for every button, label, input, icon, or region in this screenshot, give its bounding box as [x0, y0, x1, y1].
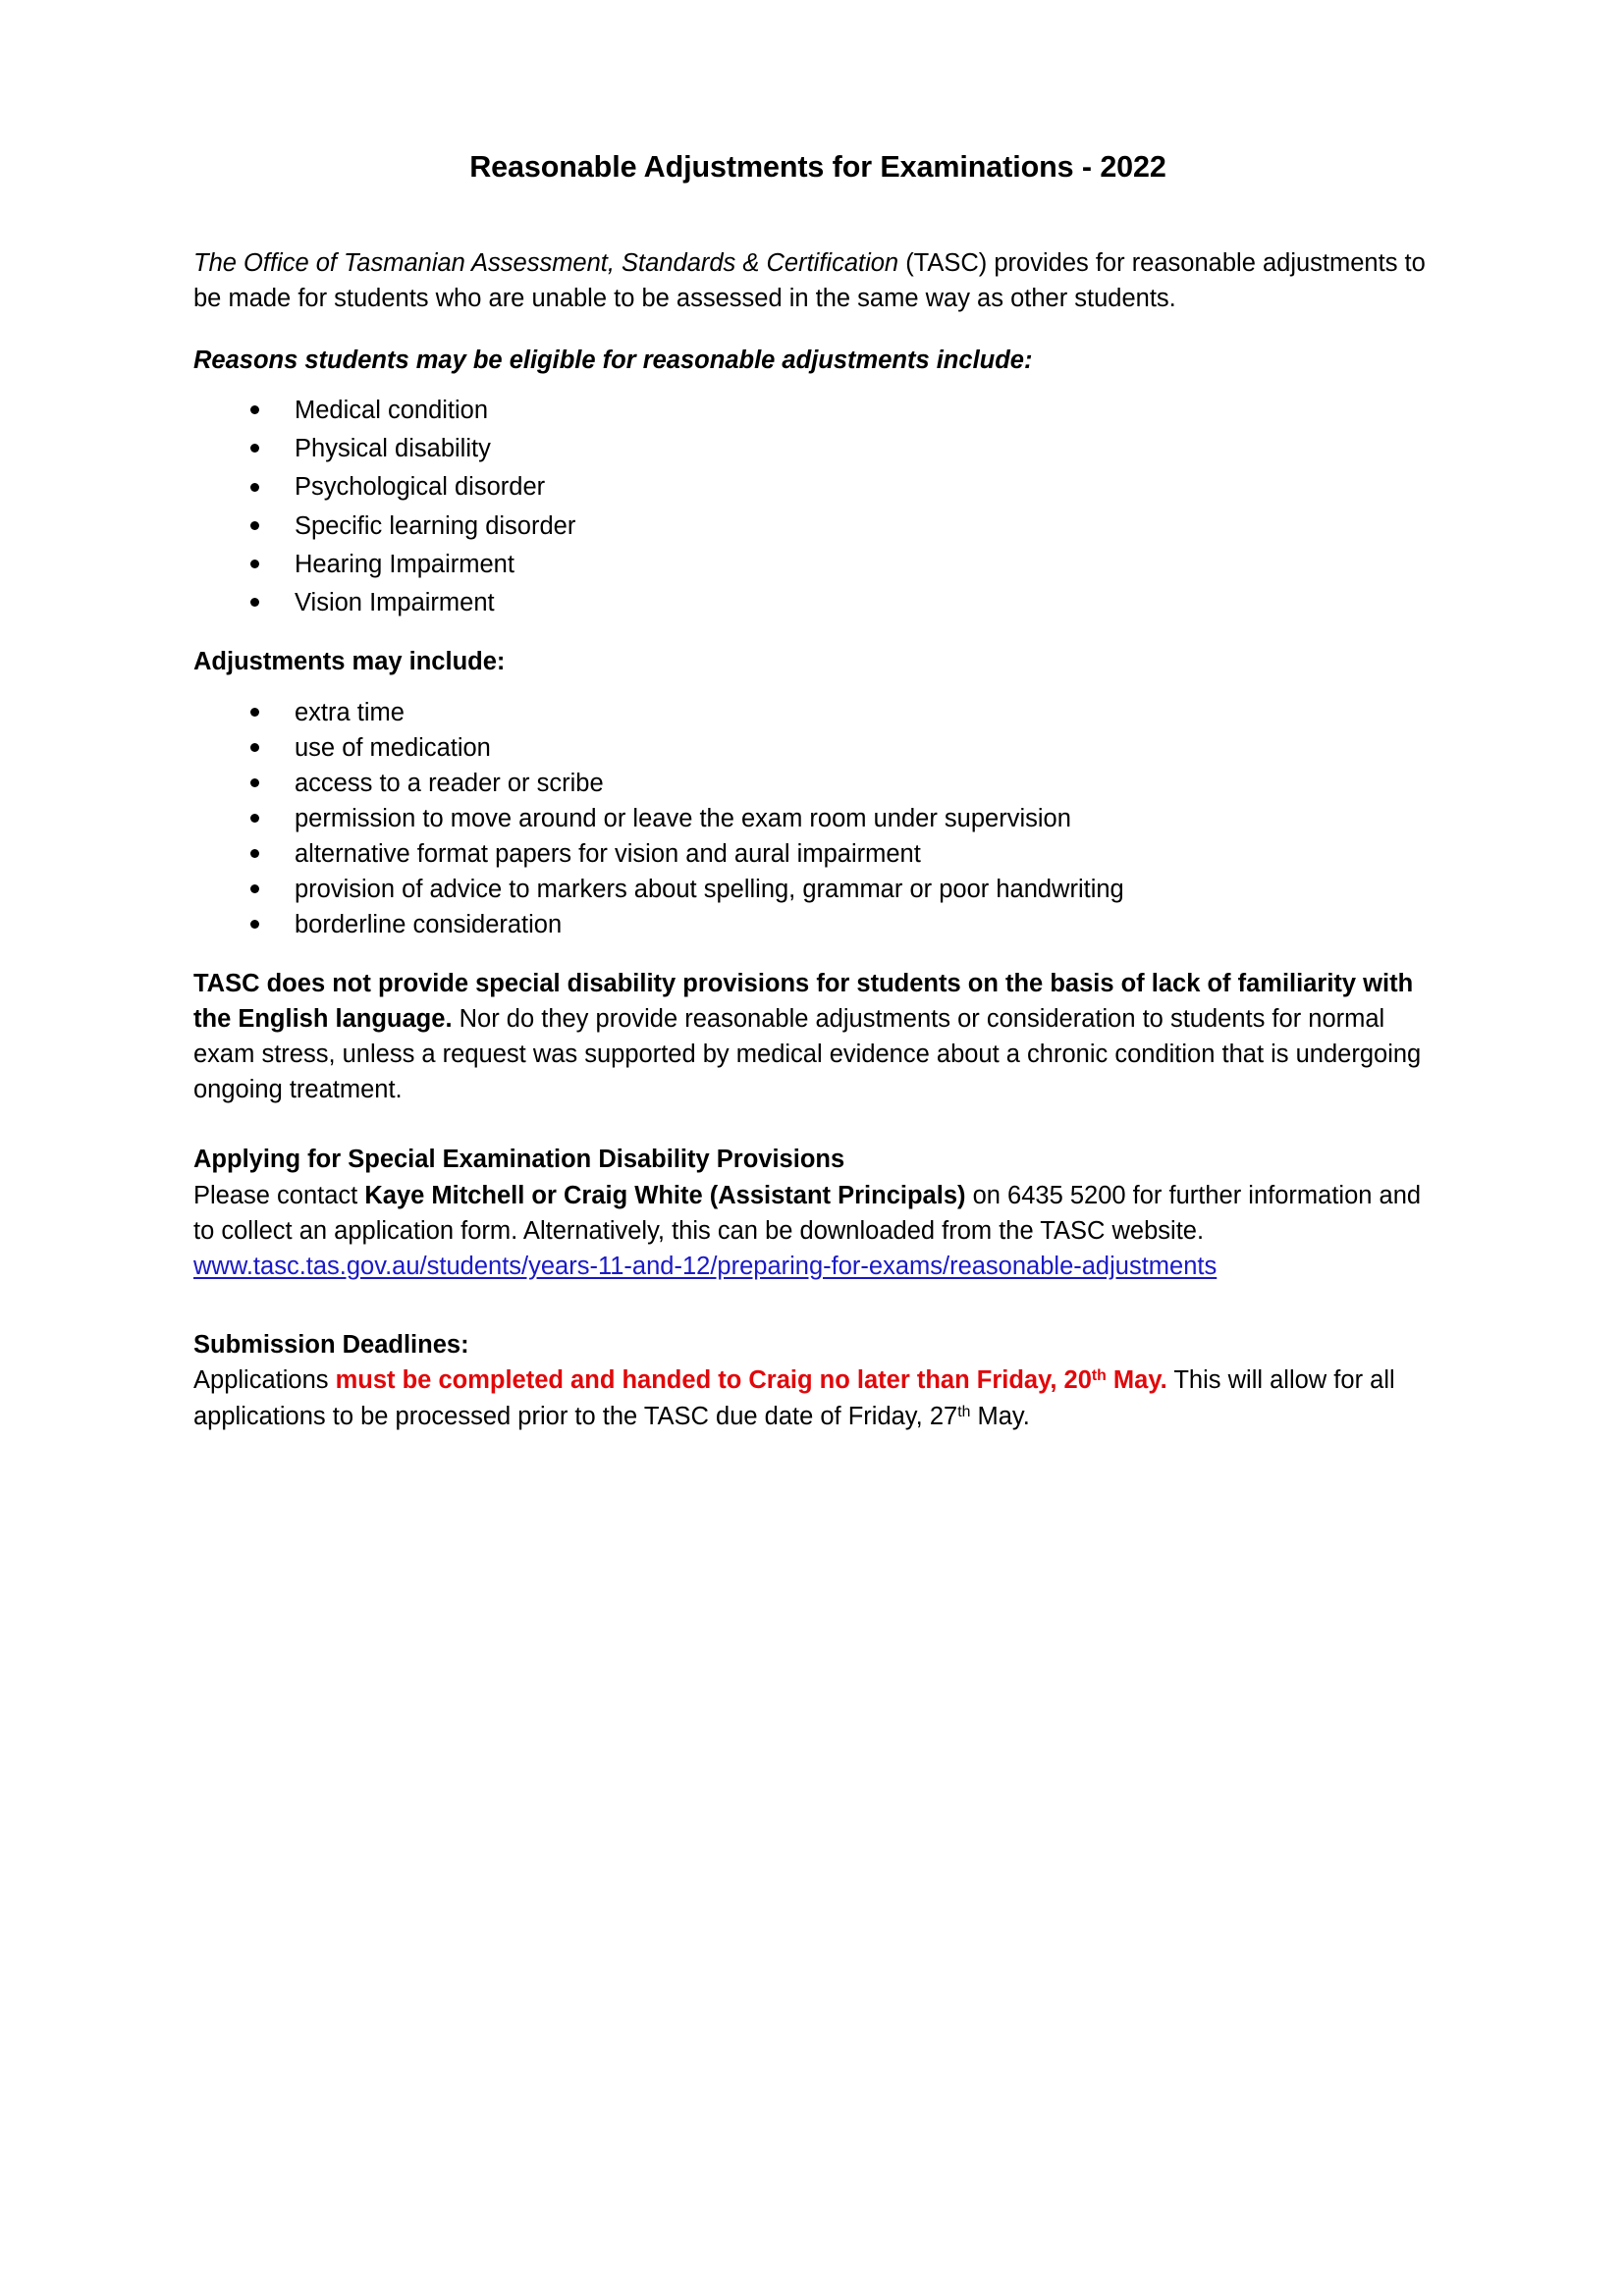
bullet-dot-icon [250, 560, 259, 568]
deadline-alert-part-2: May. [1106, 1366, 1167, 1395]
list-item-label: permission to move around or leave the exam room under supervision [295, 804, 1071, 832]
page-title: Reasonable Adjustments for Examinations - 2022 [469, 150, 1166, 184]
bullet-dot-icon [250, 598, 259, 607]
adjustments-list [193, 697, 1442, 940]
bullet-dot-icon [250, 778, 259, 787]
list-item [193, 697, 1442, 728]
bullet-dot-icon [250, 743, 259, 752]
adjustments-heading: Adjustments may include: [193, 648, 506, 676]
section-spacer [193, 1284, 1442, 1327]
applying-heading: Applying for Special Examination Disability Provisions [193, 1146, 845, 1174]
list-item-label: borderline consideration [295, 910, 563, 938]
deadlines-text-middle: This will allow for all applications to be processed prior to the TASC due date of Friday, 27 [193, 1366, 1395, 1430]
deadline-alert-text [336, 1366, 1167, 1394]
list-item [193, 874, 1442, 905]
list-item-label: Hearing Impairment [295, 550, 514, 578]
no-provision-bold-text: TASC does not provide special disability provisions for students on the basis of lack of familiarity with the English language. [193, 969, 1414, 1033]
list-item [193, 909, 1442, 940]
list-item-label: alternative format papers for vision and aural impairment [295, 839, 921, 868]
bullet-dot-icon [250, 483, 259, 492]
no-provision-rest-text: Nor do they provide reasonable adjustments or consideration to students for normal exam stress, unless a request was supported by medical evidence about a chronic condition that is undergoing ongoing treatment. [193, 1004, 1422, 1104]
bullet-dot-icon [250, 849, 259, 858]
deadlines-text-end: May. [970, 1402, 1030, 1430]
intro-italic-lead: The Office of Tasmanian Assessment, Standards & Certification [193, 249, 899, 278]
list-item [193, 587, 1442, 618]
list-item [193, 768, 1442, 799]
document-content [193, 0, 1442, 1434]
bullet-dot-icon [250, 444, 259, 453]
deadlines-paragraph [193, 1362, 1442, 1433]
reasons-heading: Reasons students may be eligible for reasonable adjustments include: [193, 346, 1033, 374]
deadlines-heading: Submission Deadlines: [193, 1331, 469, 1360]
bullet-dot-icon [250, 405, 259, 414]
list-item-label: Specific learning disorder [295, 511, 576, 540]
intro-rest-text: (TASC) provides for reasonable adjustments to be made for students who are unable to be assessed in the same way as other students. [193, 249, 1426, 313]
list-item-label: Medical condition [295, 396, 489, 424]
list-item [193, 732, 1442, 764]
bullet-dot-icon [250, 708, 259, 717]
deadlines-text-before: Applications [193, 1366, 336, 1395]
tasc-website-link-line [193, 1249, 1442, 1284]
bullet-dot-icon [250, 521, 259, 530]
list-item [193, 433, 1442, 464]
tasc-due-date-ordinal-suffix: th [957, 1403, 971, 1420]
deadline-alert-part-1: must be completed and handed to Craig no later than Friday, 20 [335, 1366, 1092, 1395]
list-item-label: Vision Impairment [295, 589, 495, 617]
list-item [193, 395, 1442, 426]
no-provision-paragraph [193, 966, 1442, 1108]
bullet-dot-icon [250, 884, 259, 893]
bullet-dot-icon [250, 920, 259, 929]
tasc-website-link[interactable]: www.tasc.tas.gov.au/students/years-11-and-12/preparing-for-exams/reasonable-adjustments [193, 1252, 1218, 1280]
list-item-label: access to a reader or scribe [295, 769, 604, 797]
list-item-label: extra time [295, 698, 405, 726]
deadline-ordinal-suffix: th [1091, 1367, 1107, 1385]
list-item [193, 549, 1442, 580]
list-item-label: provision of advice to markers about spelling, grammar or poor handwriting [295, 875, 1124, 903]
list-item-label: use of medication [295, 733, 491, 762]
list-item [193, 510, 1442, 542]
applying-paragraph [193, 1178, 1442, 1249]
intro-paragraph [193, 245, 1442, 316]
bullet-dot-icon [250, 814, 259, 823]
list-item [193, 803, 1442, 834]
list-item [193, 471, 1442, 503]
applying-text-after: on 6435 5200 for further information and to collect an application form. Alternatively, this can be downloaded from the TASC website. [193, 1181, 1422, 1245]
contact-names: Kaye Mitchell or Craig White (Assistant Principals) [364, 1181, 966, 1209]
reasons-list [193, 395, 1442, 619]
list-item-label: Psychological disorder [295, 473, 546, 502]
list-item-label: Physical disability [295, 435, 491, 463]
list-item [193, 838, 1442, 870]
applying-text-before: Please contact [193, 1181, 365, 1209]
